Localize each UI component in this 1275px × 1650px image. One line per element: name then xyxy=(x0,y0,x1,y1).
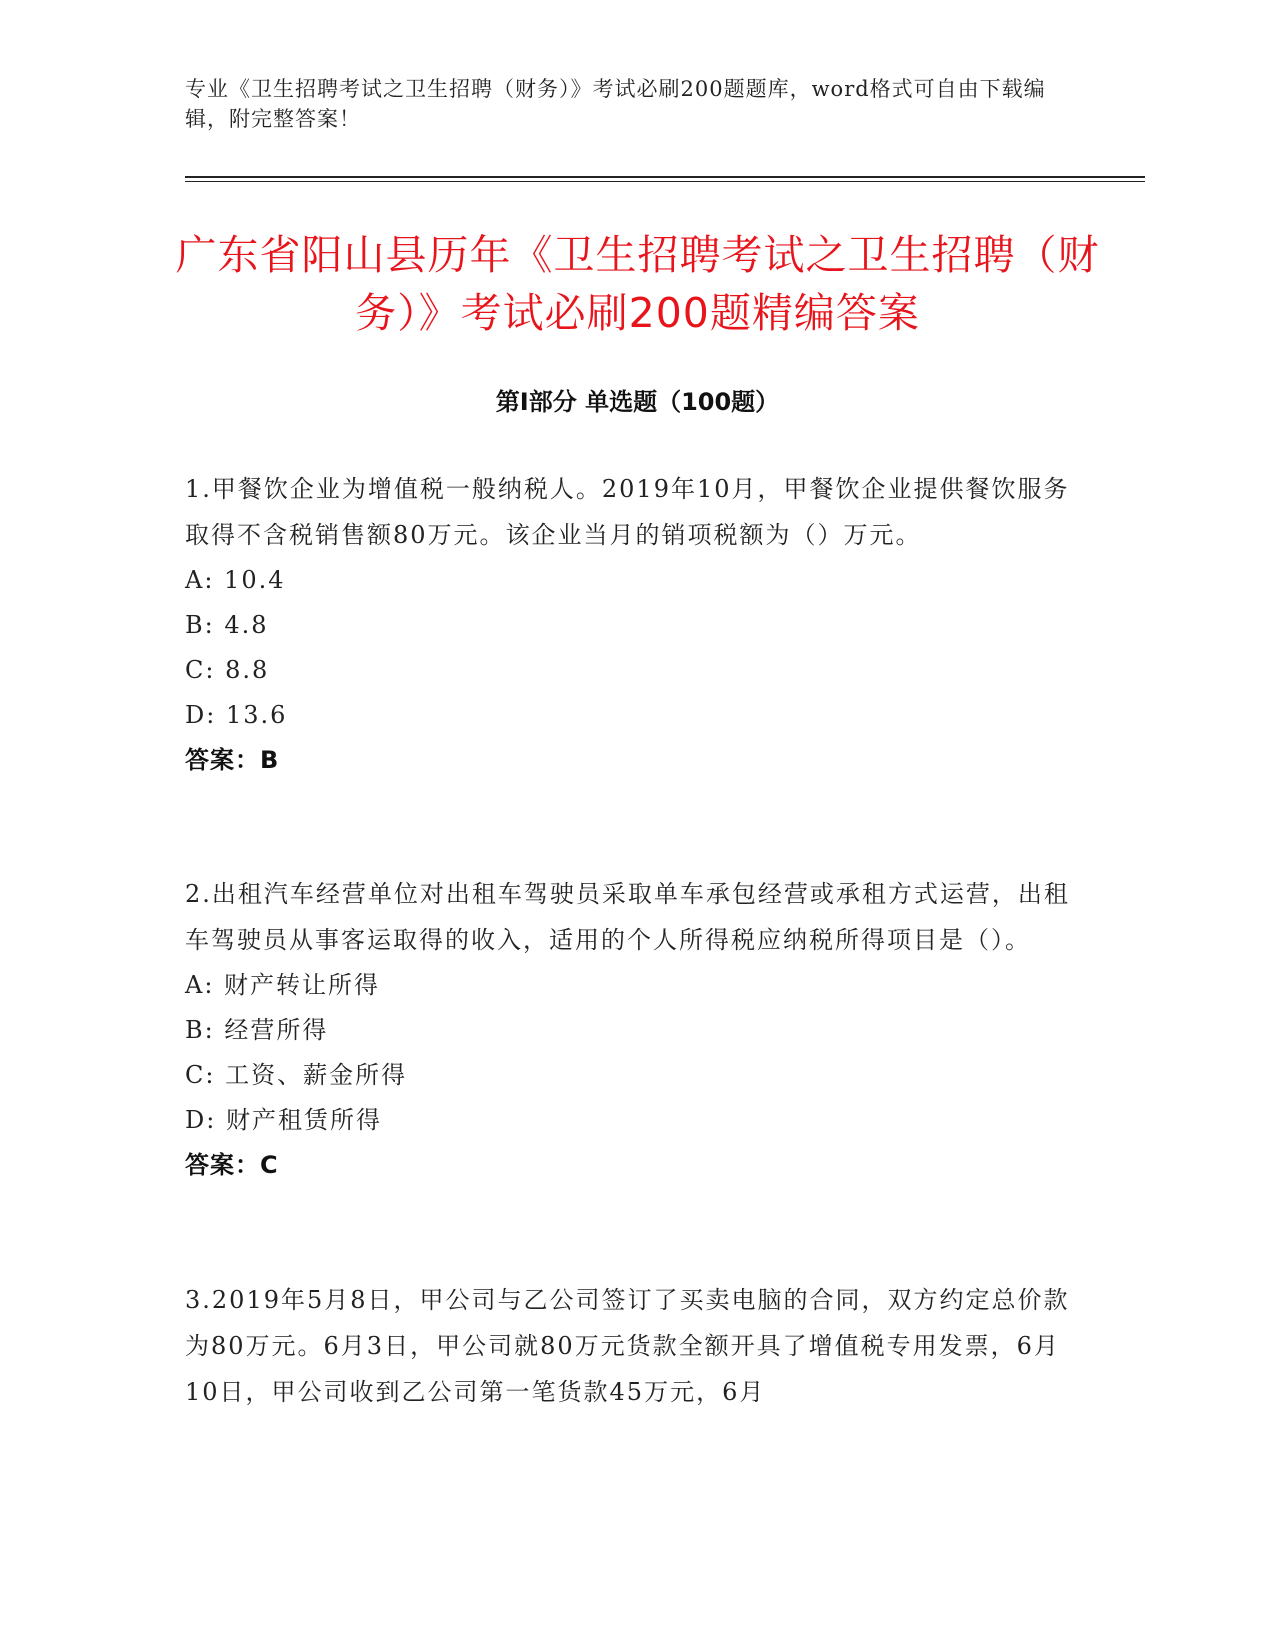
option-b: B: 4.8 xyxy=(185,611,269,639)
question-stem: 1.甲餐饮企业为增值税一般纳税人。2019年10月，甲餐饮企业提供餐饮服务取得不含税销售额80万元。该企业当月的销项税额为（）万元。 xyxy=(185,475,1070,549)
header-divider xyxy=(185,176,1145,178)
question-block xyxy=(185,1277,1075,1415)
question-stem: 2.出租汽车经营单位对出租车驾驶员采取单车承包经营或承租方式运营，出租车驾驶员从事客运取得的收入，适用的个人所得税应纳税所得项目是（）。 xyxy=(185,880,1070,954)
option-c: C: 工资、薪金所得 xyxy=(185,1061,408,1089)
question-stem: 3.2019年5月8日，甲公司与乙公司签订了买卖电脑的合同，双方约定总价款为80万元。6月3日，甲公司就80万元货款全额开具了增值税专用发票，6月10日，甲公司收到乙公司第一笔货款45万元，6月 xyxy=(185,1286,1070,1406)
question-block xyxy=(185,466,1075,783)
answer-line: 答案：C xyxy=(185,1151,279,1179)
option-d: D: 财产租赁所得 xyxy=(185,1106,382,1134)
question-block xyxy=(185,871,1075,1188)
answer-line: 答案：B xyxy=(185,746,280,774)
document-title: 广东省阳山县历年《卫生招聘考试之卫生招聘（财务）》考试必刷200题精编答案 xyxy=(175,231,1100,337)
option-c: C: 8.8 xyxy=(185,656,270,684)
option-d: D: 13.6 xyxy=(185,701,288,729)
header-note: 专业《卫生招聘考试之卫生招聘（财务）》考试必刷200题题库，word格式可自由下载编辑，附完整答案！ xyxy=(185,77,1046,131)
section-title: 第Ⅰ部分 单选题（100题） xyxy=(495,388,780,416)
option-a: A: 10.4 xyxy=(185,566,286,594)
header-divider-thin xyxy=(185,181,1145,182)
option-a: A: 财产转让所得 xyxy=(185,971,381,999)
option-b: B: 经营所得 xyxy=(185,1016,329,1044)
